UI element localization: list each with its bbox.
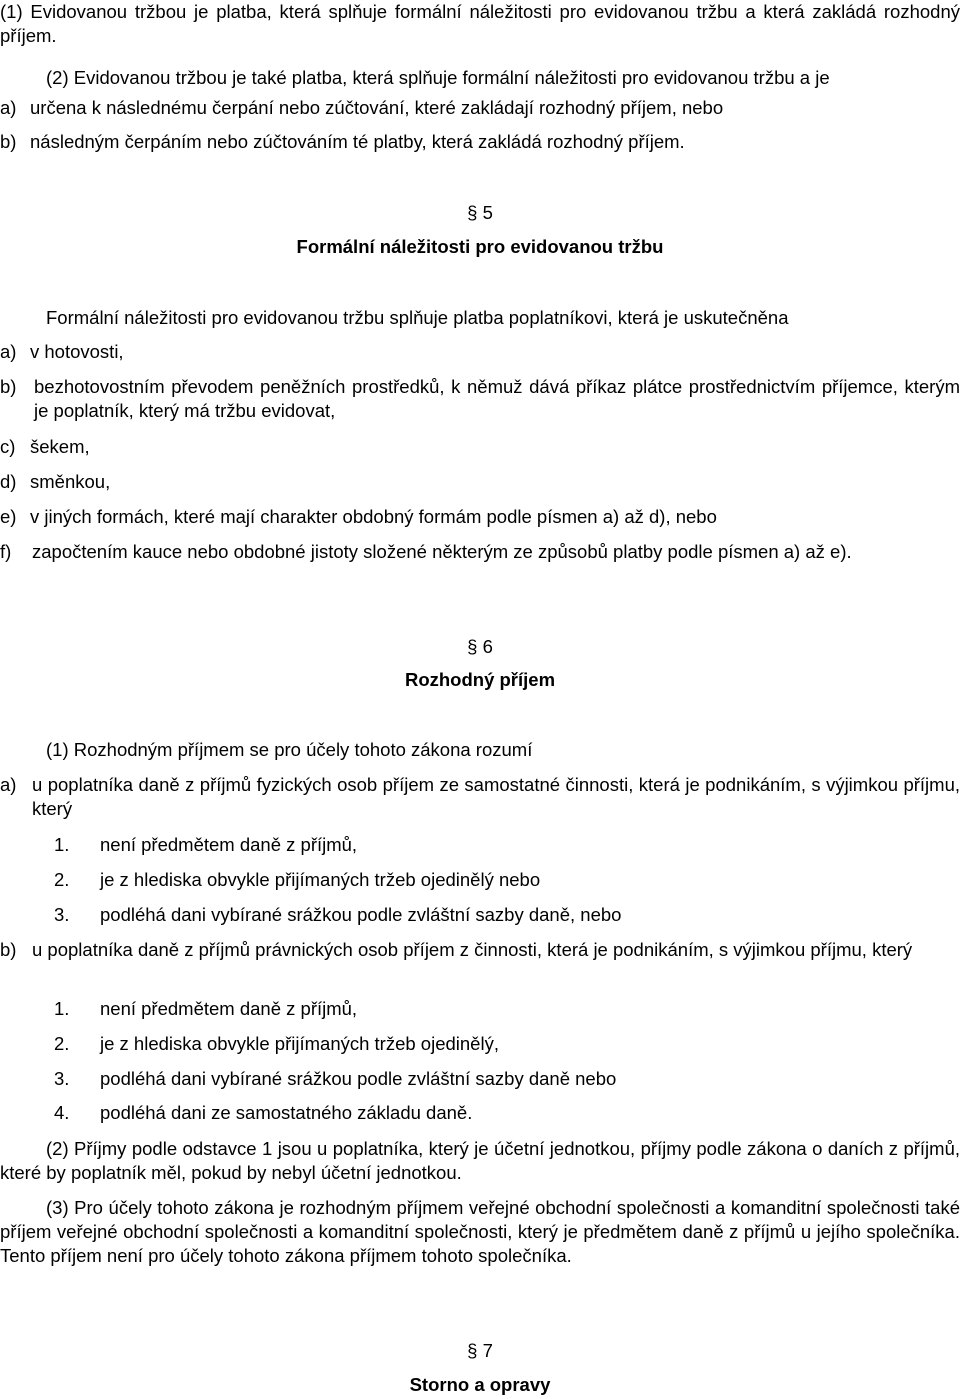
section-6-paragraph-3-text: (3) Pro účely tohoto zákona je rozhodným příjmem veřejné obchodní společnosti a komanditní společnosti také příjem veřejné obchodní společnosti a komanditní společnosti, který je předmětem daně z příjmů u jejího společníka. Tento příjem není pro účely tohoto zákona příjmem tohoto společníka. [0, 1197, 960, 1266]
sub-item-text: je z hlediska obvykle přijímaných tržeb ojedinělý, [100, 1033, 499, 1054]
item-text: u poplatníka daně z příjmů právnických osob příjem z činnosti, která je podnikáním, s výjimkou příjmu, který [32, 939, 913, 960]
section-7-sign: § 7 [467, 1340, 493, 1361]
item-text: v hotovosti, [30, 341, 124, 362]
sub-item-text: podléhá dani ze samostatného základu daně. [100, 1102, 473, 1123]
section-5-intro [0, 306, 960, 330]
item-label: c) [0, 436, 16, 457]
item-label: d) [0, 471, 17, 492]
sub-item-number: 3. [54, 904, 70, 925]
item-text: bezhotovostním převodem peněžních prostředků, k němuž dává příkaz plátce prostřednictvím příjemce, kterým je poplatník, který má tržbu evidovat, [34, 376, 960, 421]
sub-item-number: 1. [54, 998, 70, 1019]
item-text: šekem, [30, 436, 90, 457]
item-text: v jiných formách, které mají charakter obdobný formám podle písmen a) až d), nebo [30, 506, 717, 527]
section-6-paragraph-2-text: (2) Příjmy podle odstavce 1 jsou u poplatníka, který je účetní jednotkou, příjmy podle zákona o daních z příjmů, které by poplatník měl, pokud by nebyl účetní jednotkou. [0, 1138, 960, 1183]
sub-item-number: 2. [54, 1033, 70, 1054]
item-text: směnkou, [30, 471, 111, 492]
sub-item-number: 2. [54, 869, 70, 890]
item-text: určena k následnému čerpání nebo zúčtování, které zakládají rozhodný příjem, nebo [30, 97, 724, 118]
item-label: a) [0, 774, 17, 795]
sub-item-text: není předmětem daně z příjmů, [100, 834, 358, 855]
item-text: započtením kauce nebo obdobné jistoty složené některým ze způsobů platby podle písmen a) až e). [32, 541, 852, 562]
paragraph-1-text: (1) Evidovanou tržbou je platba, která splňuje formální náležitosti pro evidovanou tržbu a která zakládá rozhodný příjem. [0, 1, 960, 46]
item-label: b) [0, 376, 17, 397]
section-5-intro-text: Formální náležitosti pro evidovanou tržbu splňuje platba poplatníkovi, která je uskutečněna [46, 307, 789, 328]
item-text: u poplatníka daně z příjmů fyzických osob příjem ze samostatné činnosti, která je podnikáním, s výjimkou příjmu, který [32, 774, 960, 819]
item-label: a) [0, 97, 17, 118]
item-label: a) [0, 341, 17, 362]
item-label: e) [0, 506, 17, 527]
section-5-sign: § 5 [467, 202, 493, 223]
item-label: f) [0, 541, 12, 562]
sub-item-text: není předmětem daně z příjmů, [100, 998, 358, 1019]
paragraph-1 [0, 0, 960, 48]
sub-item-number: 3. [54, 1068, 70, 1089]
sub-item-number: 1. [54, 834, 70, 855]
sub-item-text: podléhá dani vybírané srážkou podle zvláštní sazby daně nebo [100, 1068, 617, 1089]
sub-item-number: 4. [54, 1102, 70, 1123]
section-6-paragraph-2 [0, 1137, 960, 1185]
paragraph-2 [0, 66, 960, 90]
section-6-title: Rozhodný příjem [404, 669, 556, 690]
sub-item-text: podléhá dani vybírané srážkou podle zvláštní sazby daně, nebo [100, 904, 622, 925]
item-text: následným čerpáním nebo zúčtováním té platby, která zakládá rozhodný příjem. [30, 131, 685, 152]
paragraph-2-text: (2) Evidovanou tržbou je také platba, která splňuje formální náležitosti pro evidovanou tržbu a je [46, 67, 830, 88]
section-6-sign: § 6 [467, 636, 493, 657]
section-6-intro-text: (1) Rozhodným příjmem se pro účely tohoto zákona rozumí [46, 739, 533, 760]
section-6-intro [0, 738, 960, 762]
item-label: b) [0, 939, 17, 960]
section-6-paragraph-3 [0, 1196, 960, 1268]
sub-item-text: je z hlediska obvykle přijímaných tržeb ojedinělý nebo [100, 869, 541, 890]
section-7-title: Storno a opravy [409, 1374, 551, 1395]
section-5-title: Formální náležitosti pro evidovanou tržbu [296, 236, 664, 257]
item-label: b) [0, 131, 17, 152]
